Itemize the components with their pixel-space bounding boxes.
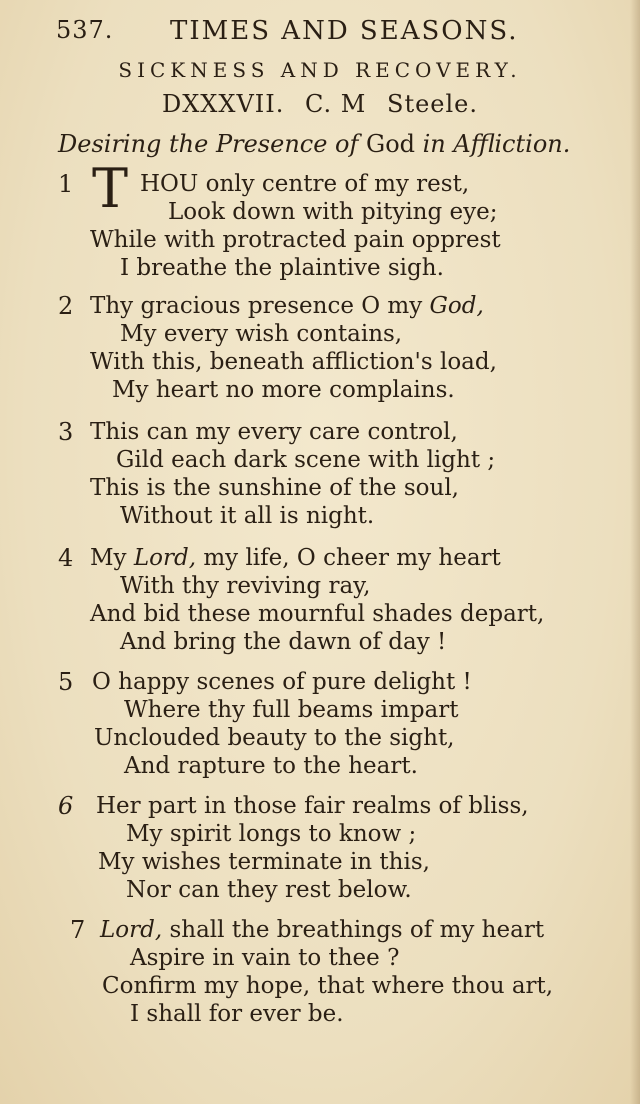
stanza-number: 7 [70, 916, 86, 944]
verse-line-4: And bring the dawn of day ! [120, 629, 447, 655]
stanza-number: 1 [58, 170, 74, 198]
subtitle-god: God [366, 130, 415, 158]
subtitle-part1: Desiring the Presence of [58, 130, 367, 158]
verse-line-4: And rapture to the heart. [124, 753, 418, 779]
verse-italic: Lord, [133, 545, 197, 571]
verse-line-4: I shall for ever be. [130, 1001, 344, 1027]
verse-line-2: My every wish contains, [120, 321, 403, 347]
verse-line-2: Where thy full beams impart [124, 697, 459, 723]
verse-line-1: HOU only centre of my rest, [140, 171, 470, 197]
verse-line-2: With thy reviving ray, [120, 573, 371, 599]
section-title: SICKNESS AND RECOVERY. [118, 58, 522, 82]
page-number: 537. [56, 16, 114, 44]
hymn-subtitle [58, 130, 618, 158]
verse-text: Thy gracious presence O my [90, 293, 430, 319]
verse-line-4: Without it all is night. [120, 503, 375, 529]
hymn-author: Steele. [387, 90, 479, 118]
verse-line-3: My wishes terminate in this, [98, 849, 430, 875]
verse-line-3: With this, beneath affliction's load, [90, 349, 497, 375]
verse-line-3: Confirm my hope, that where thou art, [102, 973, 554, 999]
verse-italic: Lord, [100, 917, 163, 943]
verse-line-3: This is the sunshine of the soul, [90, 475, 459, 501]
verse-line-1 [90, 292, 484, 320]
subtitle-part2: in Affliction. [415, 130, 571, 158]
stanza-number: 5 [58, 668, 74, 696]
verse-line-2: Aspire in vain to thee ? [130, 945, 400, 971]
hymn-meter: C. M [305, 90, 367, 118]
verse-text: My [90, 545, 134, 571]
verse-line-3: And bid these mournful shades depart, [90, 601, 545, 627]
verse-line-1: O happy scenes of pure delight ! [92, 669, 472, 695]
drop-cap: T [92, 157, 129, 220]
verse-line-4: Nor can they rest below. [126, 877, 412, 903]
verse-text: my life, O cheer my heart [196, 545, 501, 571]
verse-line-1 [100, 916, 544, 944]
verse-line-3: While with protracted pain opprest [90, 227, 501, 253]
verse-line-2: My spirit longs to know ; [126, 821, 417, 847]
verse-line-1: This can my every care control, [90, 419, 458, 445]
page-edge-shadow [630, 0, 640, 1104]
verse-line-2: Gild each dark scene with light ; [116, 447, 496, 473]
stanza-number: 3 [58, 418, 74, 446]
verse-line-4: My heart no more complains. [112, 377, 455, 403]
verse-line-4: I breathe the plaintive sigh. [120, 255, 444, 281]
verse-line-3: Unclouded beauty to the sight, [94, 725, 455, 751]
stanza-number: 2 [58, 292, 74, 320]
hymn-header [0, 90, 640, 118]
running-head [56, 16, 576, 50]
verse-line-2: Look down with pitying eye; [168, 199, 498, 225]
verse-text: shall the breathings of my heart [162, 917, 545, 943]
stanza-number: 6 [58, 792, 74, 820]
hymn-number: DXXXVII. [161, 90, 285, 118]
stanza-number: 4 [58, 544, 74, 572]
verse-italic: God, [429, 293, 484, 319]
verse-line-1 [90, 544, 501, 572]
running-title: TIMES AND SEASONS. [170, 16, 519, 46]
verse-line-1: Her part in those fair realms of bliss, [96, 793, 529, 819]
